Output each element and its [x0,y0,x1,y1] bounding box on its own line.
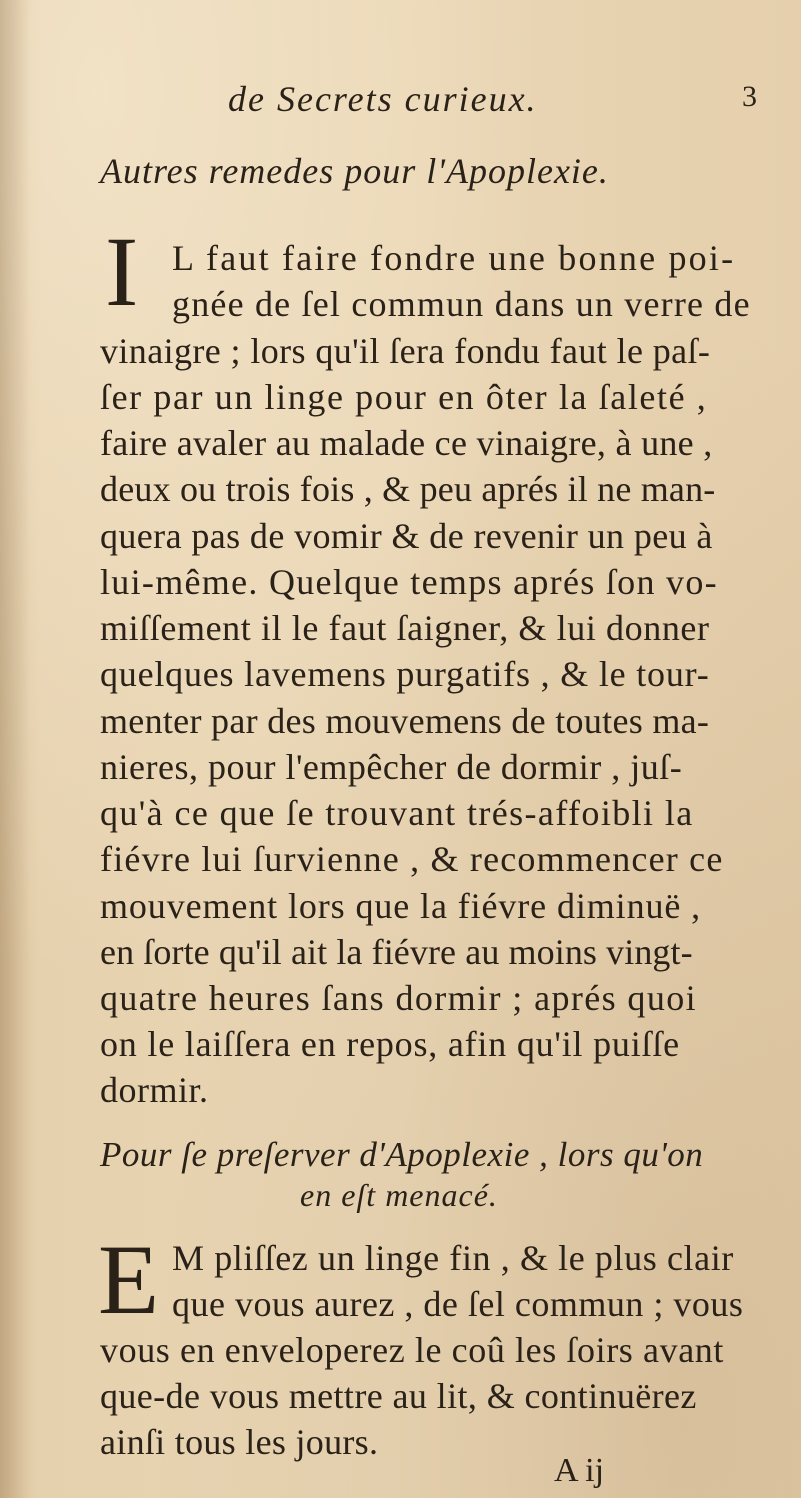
text-line: en ſorte qu'il ait la fiévre au moins vingt- [100,932,693,972]
text-line: dormir. [100,1070,209,1110]
text-line: M pliſſez un linge fin , & le plus clair [172,1238,734,1278]
text-line: que vous aurez , de ſel commun ; vous [172,1284,744,1324]
text-line: gnée de ſel commun dans un verre de [172,284,751,324]
text-line: que-de vous mettre au lit, & continuërez [100,1376,697,1416]
text-line: quelques lavemens purgatifs , & le tour- [100,654,710,694]
text-line: lui-même. Quelque temps aprés ſon vo- [100,562,718,602]
text-line: deux ou trois fois , & peu aprés il ne man- [100,469,716,509]
text-line: L faut faire fondre une bonne poi- [172,238,736,278]
text-line: on le laiſſera en repos, afin qu'il puiſſe [100,1024,680,1064]
text-line: vinaigre ; lors qu'il ſera fondu faut le paſ- [100,331,711,371]
text-line: fiévre lui ſurvienne , & recommencer ce [100,839,724,879]
drop-cap-i: I [105,216,139,327]
text-line: faire avaler au malade ce vinaigre, à une , [100,423,713,463]
running-head: de Secrets curieux. [228,79,538,119]
text-line: menter par des mouvemens de toutes ma- [100,701,710,741]
section-heading-apoplexie: Autres remedes pour l'Apoplexie. [100,151,609,191]
text-line: qu'à ce que ſe trouvant trés-affoibli la [100,793,694,833]
text-line: ainſi tous les jours. [100,1422,379,1462]
text-line: ſer par un linge pour en ôter la ſaleté , [100,377,708,417]
text-line: miſſement il le faut ſaigner, & lui donner [100,608,710,648]
text-line: nieres, pour l'empêcher de dormir , juſ- [100,747,683,787]
page-number: 3 [742,80,757,113]
text-line: vous en enveloperez le coû les ſoirs avant [100,1330,724,1370]
text-line: mouvement lors que la fiévre diminuë , [100,886,702,926]
section-heading-preserver: Pour ſe preſerver d'Apoplexie , lors qu'on [100,1135,704,1174]
signature-mark: A ij [554,1452,605,1489]
section-heading-preserver-continued: en eſt menacé. [300,1177,498,1213]
text-line: quatre heures ſans dormir ; aprés quoi [100,978,698,1018]
drop-cap-e: E [98,1224,160,1335]
page-edge-shadow [0,0,30,1498]
text-line: quera pas de vomir & de revenir un peu à [100,516,713,556]
